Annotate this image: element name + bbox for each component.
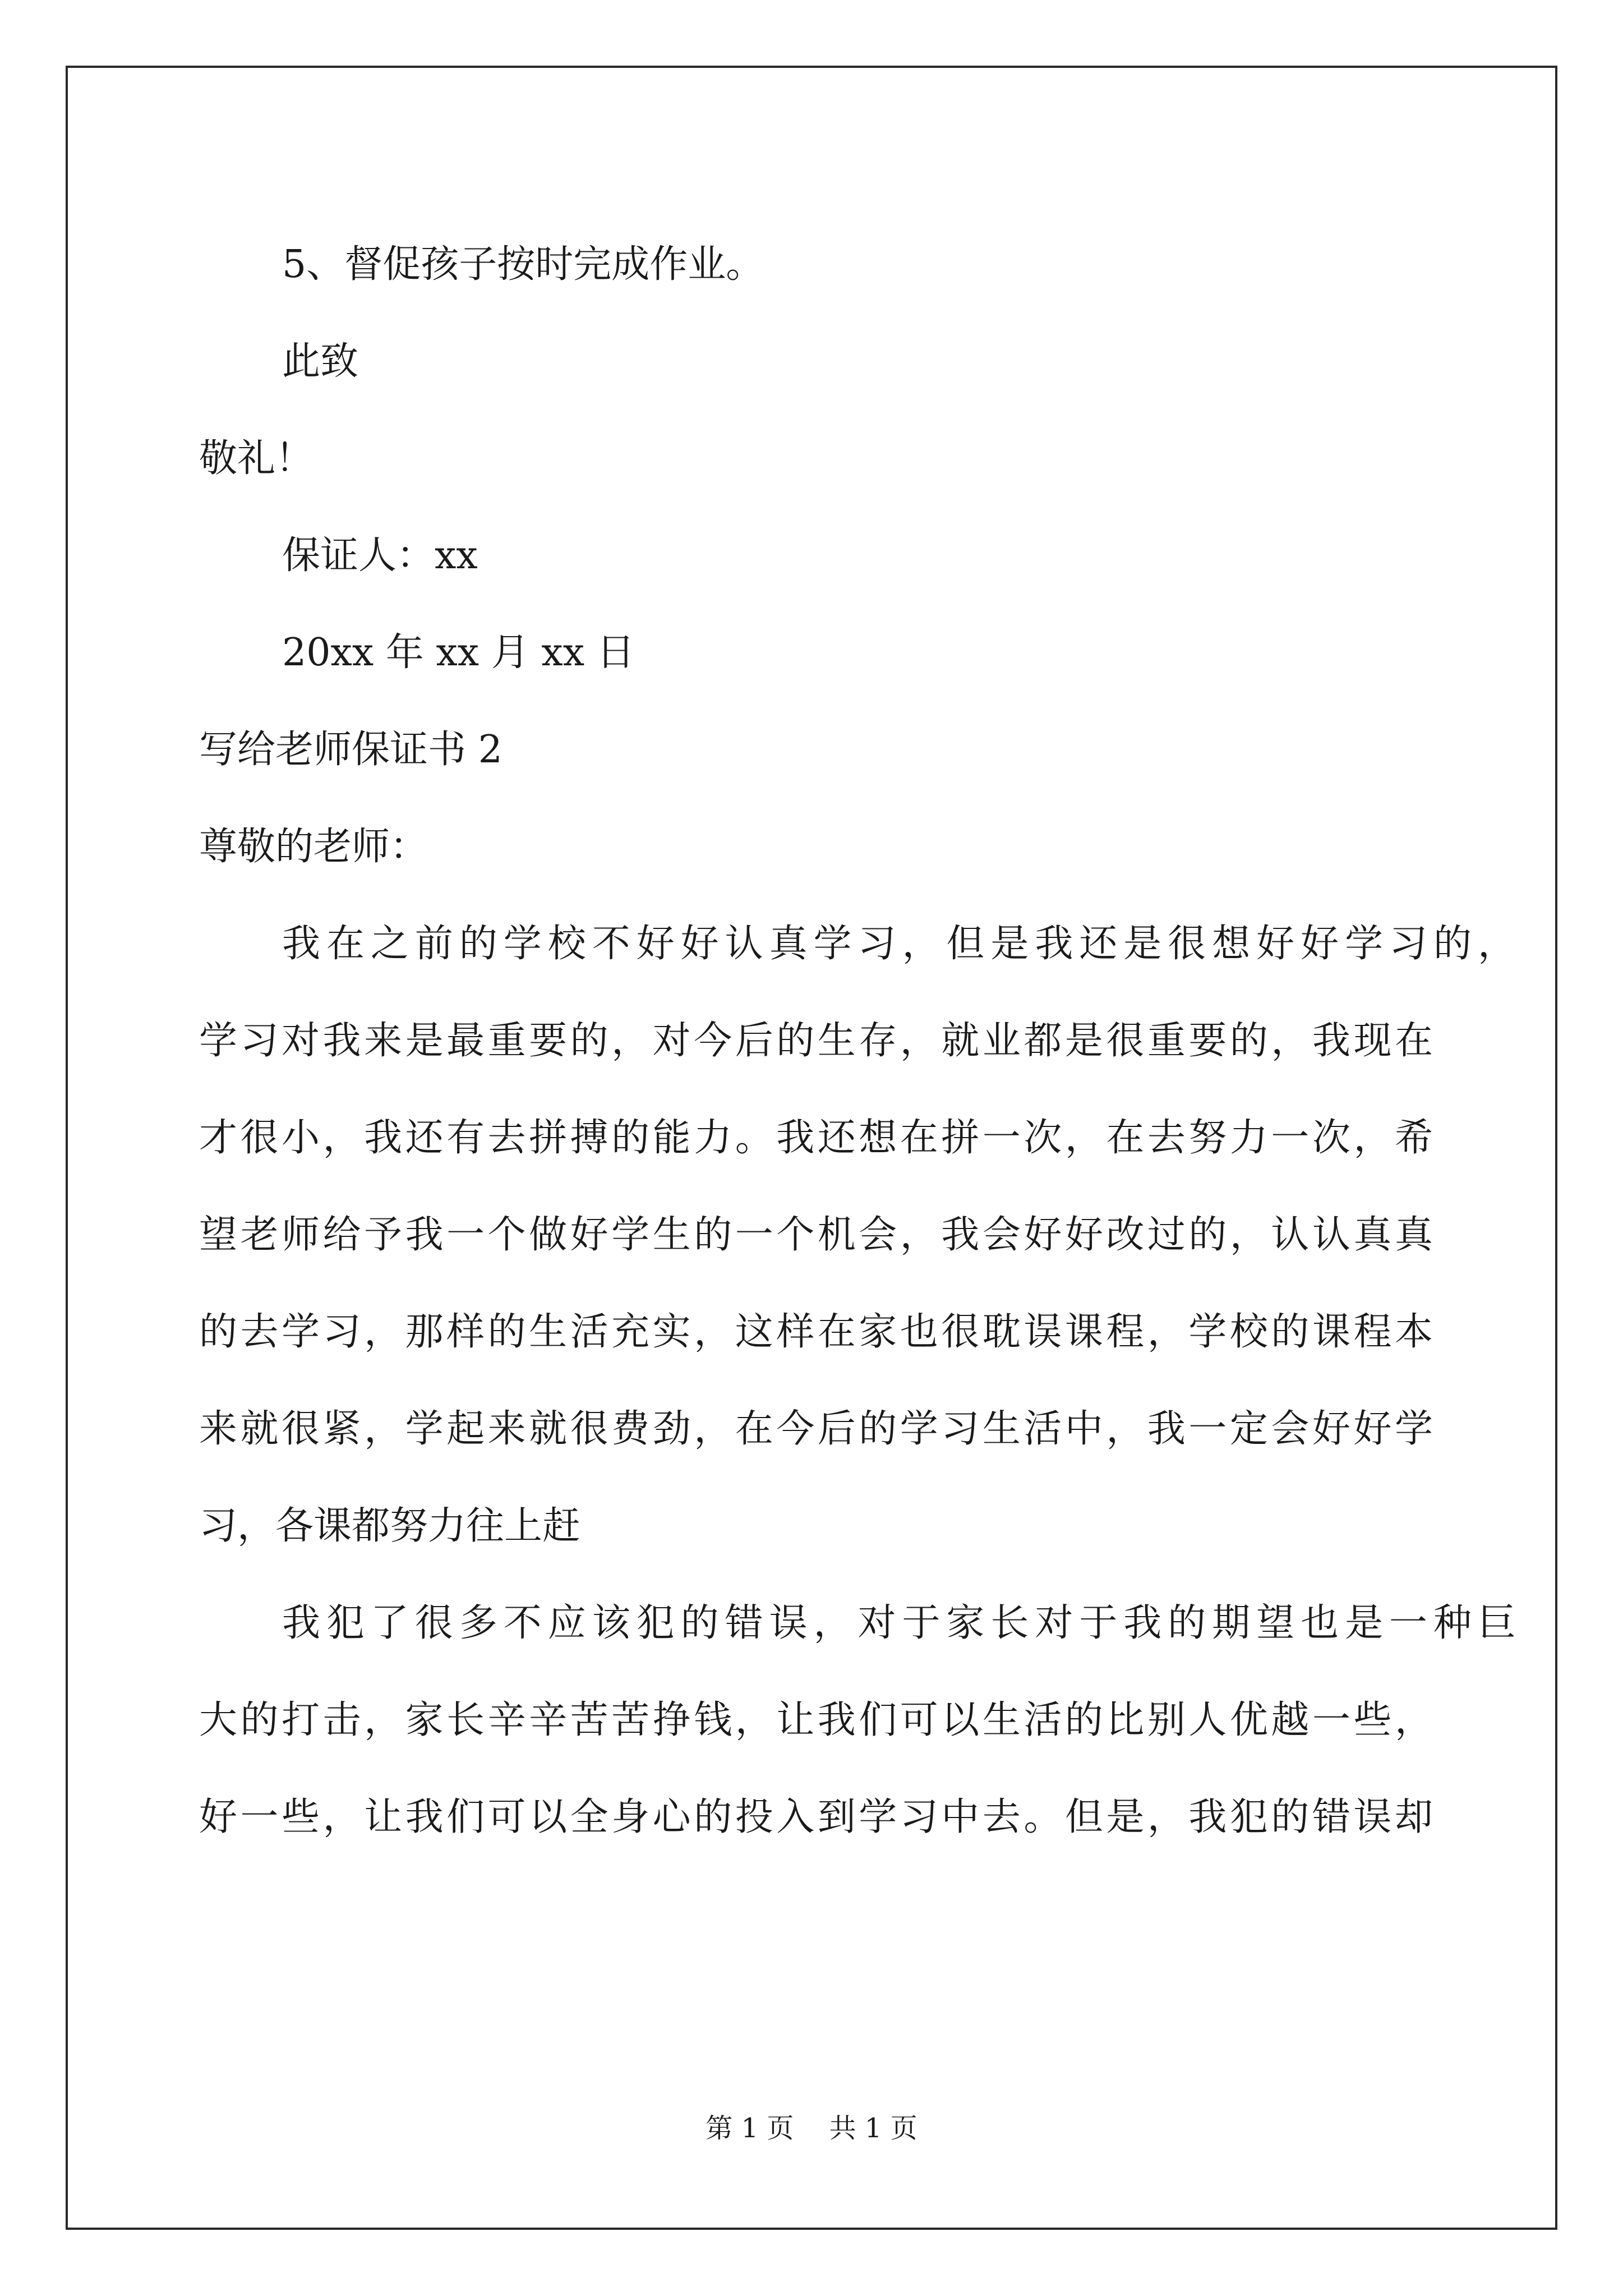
closing-respect: 敬礼！ (199, 436, 314, 481)
paragraph-line: 习，各课都努力往上赶 (199, 1504, 581, 1548)
paragraph-line: 我犯了很多不应该犯的错误，对于家长对于我的期望也是一种巨 (282, 1601, 1516, 1645)
paragraph-line: 的去学习，那样的生活充实，这样在家也很耽误课程，学校的课程本 (199, 1310, 1433, 1354)
paragraph-line: 好一些，让我们可以全身心的投入到学习中去。但是，我犯的错误却 (199, 1795, 1433, 1839)
paragraph-line: 我在之前的学校不好好认真学习，但是我还是很想好好学习的， (282, 922, 1516, 966)
closing-salutation: 此致 (282, 339, 359, 384)
document-body (199, 216, 1516, 1866)
page-footer: 第 1 页 共 1 页 (706, 2113, 917, 2144)
paragraph-line: 学习对我来是最重要的，对今后的生存，就业都是很重要的，我现在 (199, 1019, 1433, 1063)
date-line: 20xx 年 xx 月 xx 日 (282, 631, 635, 675)
guarantor-line: 保证人：xx (282, 533, 478, 578)
greeting-line: 尊敬的老师： (199, 825, 428, 869)
paragraph-line: 大的打击，家长辛辛苦苦挣钱，让我们可以生活的比别人优越一些， (199, 1698, 1433, 1742)
paragraph-line: 来就很紧，学起来就很费劲，在今后的学习生活中，我一定会好好学 (199, 1407, 1433, 1451)
paragraph-line: 才很小，我还有去拼搏的能力。我还想在拼一次，在去努力一次，希 (199, 1116, 1433, 1160)
paragraph-line: 望老师给予我一个做好学生的一个机会，我会好好改过的，认认真真 (199, 1213, 1433, 1257)
section-heading: 写给老师保证书 2 (199, 728, 502, 772)
list-item-5: 5、督促孩子按时完成作业。 (282, 242, 764, 287)
